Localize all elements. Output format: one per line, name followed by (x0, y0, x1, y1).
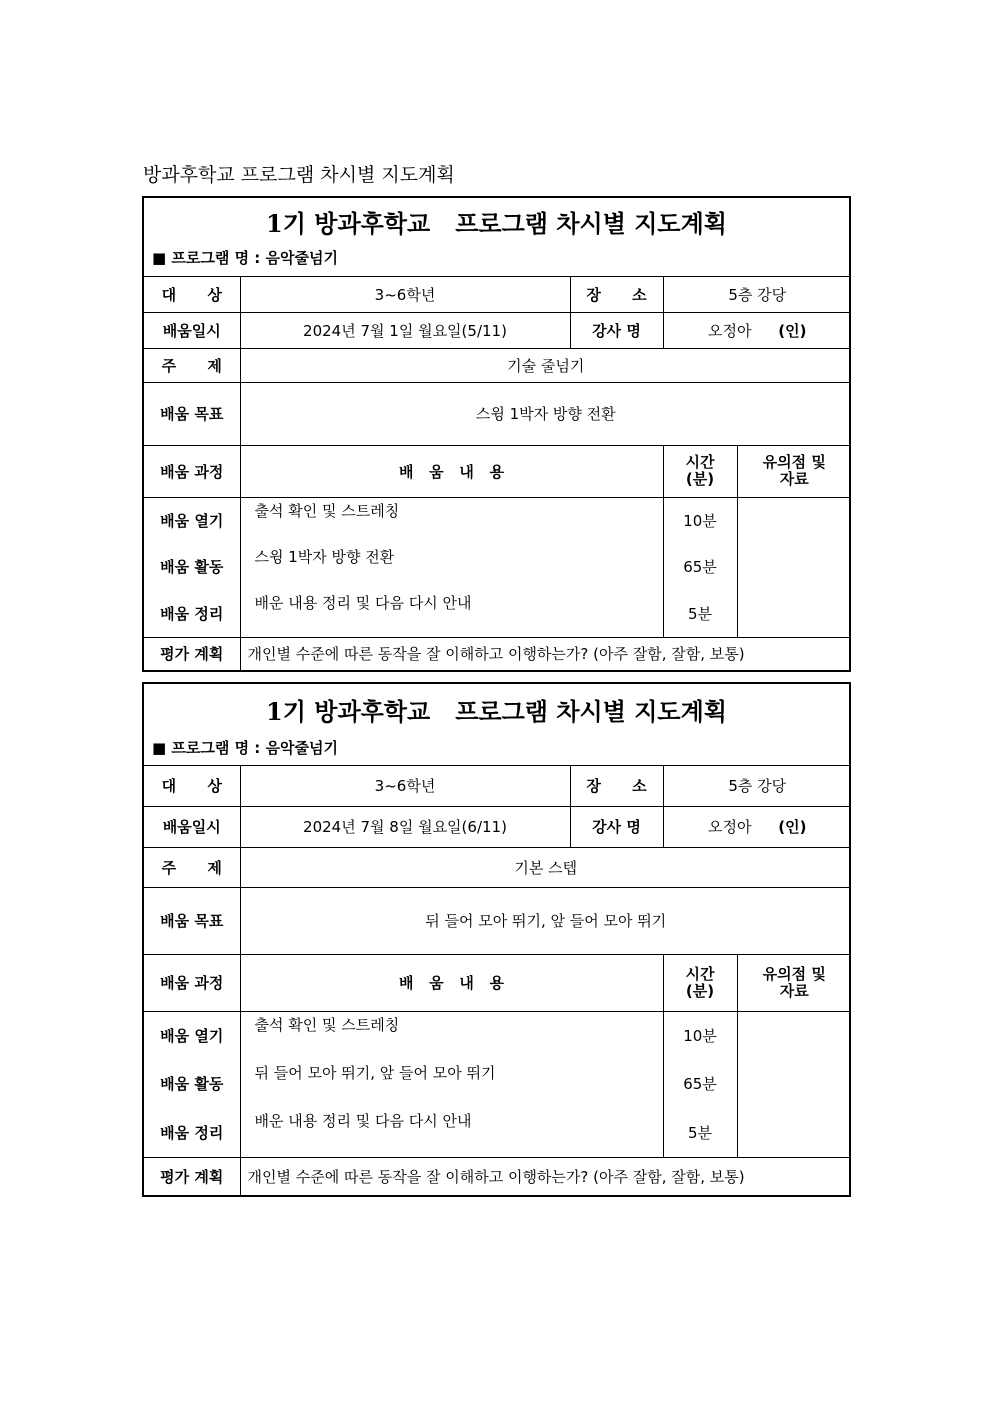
time-column (663, 497, 737, 637)
target-label: 대 상 (144, 766, 240, 806)
plan-header (144, 684, 849, 766)
plan-table (144, 766, 851, 1195)
content-header: 배 움 내 용 (240, 445, 663, 497)
goal-label: 배움 목표 (144, 887, 240, 954)
lesson-plan-2 (142, 682, 851, 1197)
stage-item: 배움 열기 (160, 512, 224, 531)
time-column (663, 1011, 737, 1157)
time-item: 5분 (687, 1123, 713, 1142)
teacher-value: 오정아 (708, 321, 752, 340)
teacher-value: 오정아 (708, 818, 752, 836)
stage-item: 배움 열기 (160, 1027, 224, 1046)
lesson-plan-1 (142, 196, 851, 672)
time-header (663, 445, 737, 497)
time-header (663, 954, 737, 1011)
date-value: 2024년 7월 1일 월요일(5/11) (240, 312, 570, 348)
program-name: ■ 프로그램 명 : 음악줄넘기 (152, 249, 338, 267)
goal-value: 스윙 1박자 방향 전환 (240, 382, 851, 445)
content-item: 뒤 들어 모아 뛰기, 앞 들어 모아 뛰기 (254, 1063, 496, 1082)
time-item: 65분 (683, 1075, 717, 1094)
teacher-label: 강사 명 (570, 806, 663, 847)
date-label: 배움일시 (144, 806, 240, 847)
goal-label: 배움 목표 (144, 382, 240, 445)
stage-column (144, 1011, 240, 1157)
teacher-cell (663, 312, 851, 348)
date-label: 배움일시 (144, 312, 240, 348)
time-item: 10분 (683, 1027, 717, 1046)
topic-label: 주 제 (144, 348, 240, 382)
target-label: 대 상 (144, 277, 240, 312)
stage-column (144, 497, 240, 637)
place-value: 5층 강당 (663, 766, 851, 806)
stage-item: 배움 정리 (160, 604, 224, 623)
notes-column (737, 1011, 851, 1157)
content-item: 배운 내용 정리 및 다음 다시 안내 (254, 1112, 472, 1131)
topic-label: 주 제 (144, 847, 240, 887)
goal-value: 뒤 들어 모아 뛰기, 앞 들어 모아 뛰기 (240, 887, 851, 954)
notes-header (737, 954, 851, 1011)
stage-item: 배움 활동 (160, 558, 224, 577)
stage-item: 배움 정리 (160, 1123, 224, 1142)
seal-mark: (인) (778, 321, 807, 340)
seal-mark: (인) (778, 818, 807, 836)
plan-table (144, 277, 851, 670)
place-value: 5층 강당 (663, 277, 851, 312)
place-label: 장 소 (570, 766, 663, 806)
plan-title: 1기 방과후학교 프로그램 차시별 지도계획 (266, 697, 727, 726)
notes-header-line1: 유의점 및 (762, 453, 826, 471)
content-item: 스윙 1박자 방향 전환 (254, 547, 395, 566)
notes-header-line1: 유의점 및 (762, 964, 826, 983)
time-header-line1: 시간 (685, 964, 715, 983)
content-column (240, 1011, 663, 1157)
time-item: 10분 (683, 512, 717, 531)
content-item: 출석 확인 및 스트레칭 (254, 501, 400, 520)
content-header: 배 움 내 용 (240, 954, 663, 1011)
content-column (240, 497, 663, 637)
eval-label: 평가 계획 (144, 1157, 240, 1195)
time-item: 5분 (687, 604, 713, 623)
time-header-line2: (분) (685, 470, 715, 488)
eval-value: 개인별 수준에 따른 동작을 잘 이해하고 이행하는가? (아주 잘함, 잘함, 보통) (240, 1157, 851, 1195)
plan-header (144, 198, 849, 277)
teacher-label: 강사 명 (570, 312, 663, 348)
time-header-line1: 시간 (685, 453, 715, 471)
content-item: 배운 내용 정리 및 다음 다시 안내 (254, 594, 472, 613)
stage-item: 배움 활동 (160, 1075, 224, 1094)
target-value: 3~6학년 (240, 766, 570, 806)
date-value: 2024년 7월 8일 월요일(6/11) (240, 806, 570, 847)
program-name: ■ 프로그램 명 : 음악줄넘기 (152, 739, 338, 757)
eval-label: 평가 계획 (144, 637, 240, 670)
process-header: 배움 과정 (144, 445, 240, 497)
time-item: 65분 (683, 558, 717, 577)
target-value: 3~6학년 (240, 277, 570, 312)
content-item: 출석 확인 및 스트레칭 (254, 1015, 400, 1034)
notes-column (737, 497, 851, 637)
notes-header-line2: 자료 (779, 470, 809, 488)
notes-header-line2: 자료 (779, 981, 809, 1000)
topic-value: 기본 스텝 (240, 847, 851, 887)
notes-header (737, 445, 851, 497)
eval-value: 개인별 수준에 따른 동작을 잘 이해하고 이행하는가? (아주 잘함, 잘함, 보통) (240, 637, 851, 670)
time-header-line2: (분) (685, 981, 715, 1000)
teacher-cell (663, 806, 851, 847)
plan-title: 1기 방과후학교 프로그램 차시별 지도계획 (266, 209, 727, 238)
process-header: 배움 과정 (144, 954, 240, 1011)
page-caption: 방과후학교 프로그램 차시별 지도계획 (143, 164, 455, 186)
topic-value: 기술 줄넘기 (240, 348, 851, 382)
place-label: 장 소 (570, 277, 663, 312)
